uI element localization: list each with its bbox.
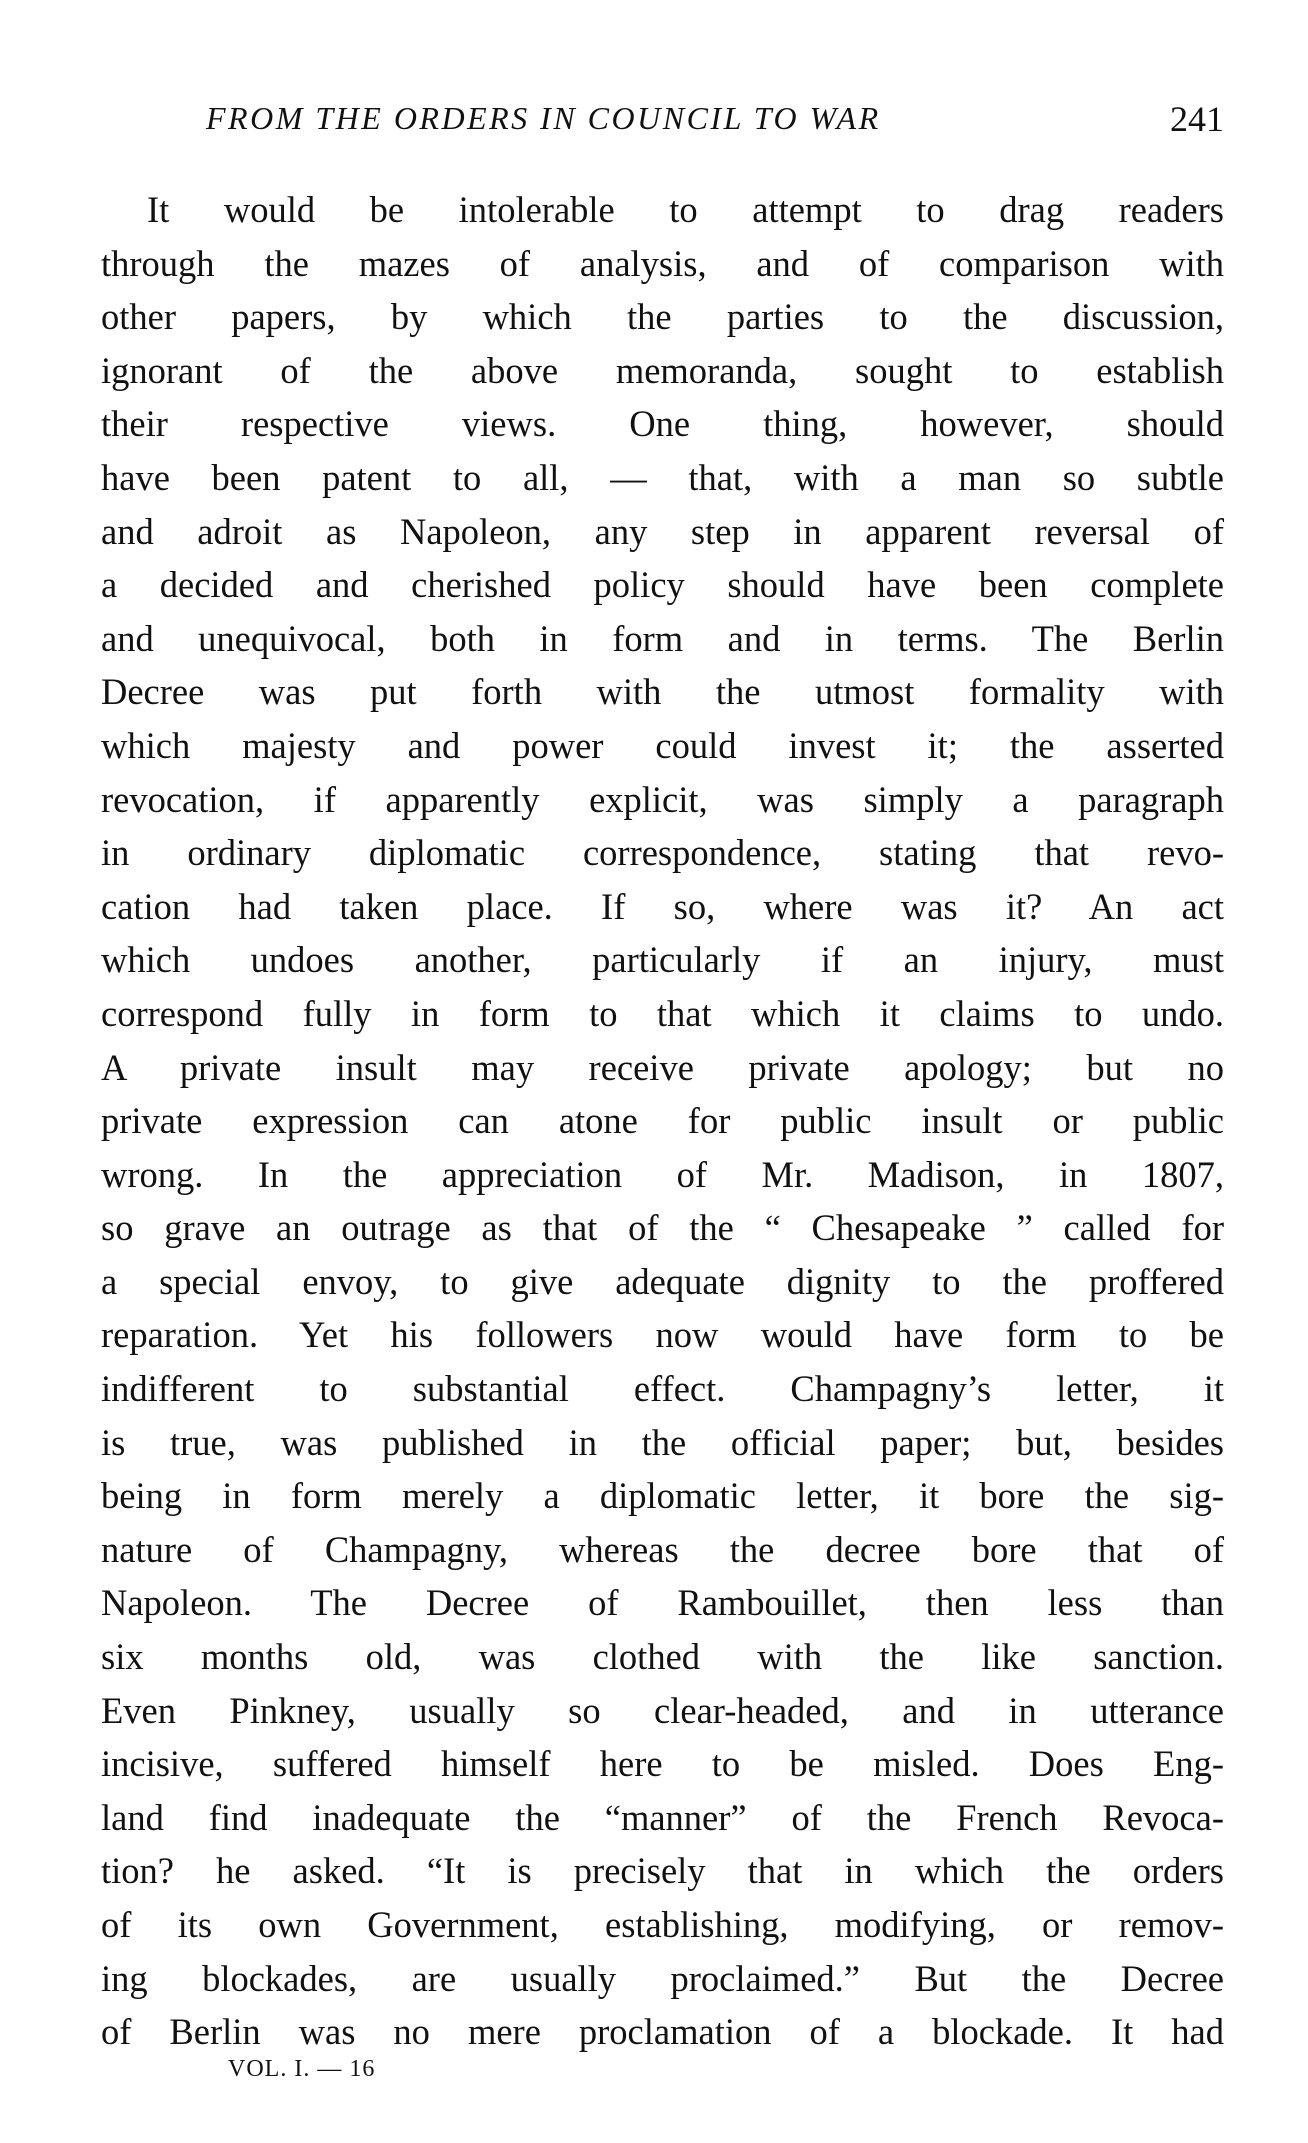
text-line — [101, 1737, 1224, 1791]
text-line-content: private expression can atone for public insult or public — [101, 1100, 1224, 1142]
text-line — [101, 773, 1224, 827]
text-line-content: which majesty and power could invest it; the asserted — [101, 724, 1224, 766]
text-line — [101, 1255, 1224, 1309]
text-line-content: incisive, suffered himself here to be misled. Does Eng- — [101, 1743, 1224, 1785]
text-line — [101, 1041, 1224, 1095]
text-line-content: nature of Champagny, whereas the decree bore that of — [101, 1528, 1224, 1570]
text-line — [101, 183, 1224, 237]
text-line-content: and unequivocal, both in form and in terms. The Berlin — [101, 617, 1224, 659]
text-line — [101, 1844, 1224, 1898]
text-line — [101, 1684, 1224, 1738]
text-line — [101, 1094, 1224, 1148]
running-title: FROM THE ORDERS IN COUNCIL TO WAR — [206, 100, 881, 136]
text-line — [101, 397, 1224, 451]
text-line — [101, 1416, 1224, 1470]
text-line — [101, 558, 1224, 612]
text-line-content: is true, was published in the official paper; but, besides — [101, 1421, 1224, 1463]
text-line — [101, 1469, 1224, 1523]
text-line-content: Decree was put forth with the utmost formality with — [101, 671, 1224, 713]
text-line — [101, 1148, 1224, 1202]
text-line — [101, 1201, 1224, 1255]
text-line — [101, 2005, 1224, 2059]
text-line — [101, 451, 1224, 505]
text-line-content: being in form merely a diplomatic letter, it bore the sig- — [101, 1475, 1224, 1517]
text-line-content: which undoes another, particularly if an injury, must — [101, 939, 1224, 981]
body-text — [101, 183, 1224, 2059]
text-line — [101, 237, 1224, 291]
text-line-content: Napoleon. The Decree of Rambouillet, then less than — [101, 1582, 1224, 1624]
text-line — [101, 612, 1224, 666]
text-line-content: reparation. Yet his followers now would have form to be — [101, 1314, 1224, 1356]
text-line-content: a special envoy, to give adequate dignity to the proffered — [101, 1260, 1224, 1302]
text-line — [101, 1362, 1224, 1416]
text-line-content: A private insult may receive private apology; but no — [101, 1046, 1224, 1088]
text-line — [101, 1576, 1224, 1630]
text-line-content: a decided and cherished policy should have been complete — [101, 564, 1224, 606]
text-line-content: ignorant of the above memoranda, sought to establish — [101, 349, 1224, 391]
text-line-content: in ordinary diplomatic correspondence, stating that revo- — [101, 832, 1224, 874]
text-line-content: ing blockades, are usually proclaimed.” But the Decree — [101, 1957, 1224, 1999]
page-number: 241 — [1170, 99, 1224, 139]
text-line-content: their respective views. One thing, however, should — [101, 403, 1224, 445]
text-line — [101, 344, 1224, 398]
running-header — [206, 100, 1224, 144]
text-line — [101, 1791, 1224, 1845]
text-line-content: of its own Government, establishing, modifying, or remov- — [101, 1904, 1224, 1945]
text-line — [101, 826, 1224, 880]
text-line-content: It would be intolerable to attempt to drag readers — [147, 189, 1224, 230]
text-line — [101, 933, 1224, 987]
text-line-content: and adroit as Napoleon, any step in apparent reversal of — [101, 510, 1224, 552]
text-line-content: tion? he asked. “It is precisely that in which the orders — [101, 1850, 1224, 1892]
text-line — [101, 1630, 1224, 1684]
text-line — [101, 1523, 1224, 1577]
text-line — [101, 505, 1224, 559]
text-line-content: six months old, was clothed with the like sanction. — [101, 1636, 1224, 1678]
text-line-content: so grave an outrage as that of the “ Chesapeake ” called for — [101, 1207, 1224, 1249]
text-line-content: have been patent to all, — that, with a man so subtle — [101, 456, 1224, 498]
text-line-content: of Berlin was no mere proclamation of a blockade. It had — [101, 2011, 1224, 2053]
text-line-content: through the mazes of analysis, and of comparison with — [101, 242, 1224, 284]
signature-mark: VOL. I. — 16 — [228, 2056, 376, 2082]
text-line-content: indifferent to substantial effect. Champagny’s letter, it — [101, 1368, 1224, 1410]
text-line — [101, 290, 1224, 344]
text-line-content: Even Pinkney, usually so clear-headed, and in utterance — [101, 1689, 1224, 1731]
text-line — [101, 665, 1224, 719]
text-line — [101, 1898, 1224, 1952]
text-line — [101, 719, 1224, 773]
text-line-content: cation had taken place. If so, where was it? An act — [101, 885, 1224, 927]
text-line — [101, 1952, 1224, 2006]
text-line-content: land find inadequate the “manner” of the French Revoca- — [101, 1796, 1224, 1838]
text-line-content: correspond fully in form to that which it claims to undo. — [101, 992, 1224, 1034]
text-line — [101, 880, 1224, 934]
text-line-content: revocation, if apparently explicit, was simply a paragraph — [101, 778, 1224, 820]
text-line — [101, 1308, 1224, 1362]
text-line-content: other papers, by which the parties to the discussion, — [101, 296, 1224, 338]
text-line-content: wrong. In the appreciation of Mr. Madison, in 1807, — [101, 1153, 1224, 1195]
text-line — [101, 987, 1224, 1041]
